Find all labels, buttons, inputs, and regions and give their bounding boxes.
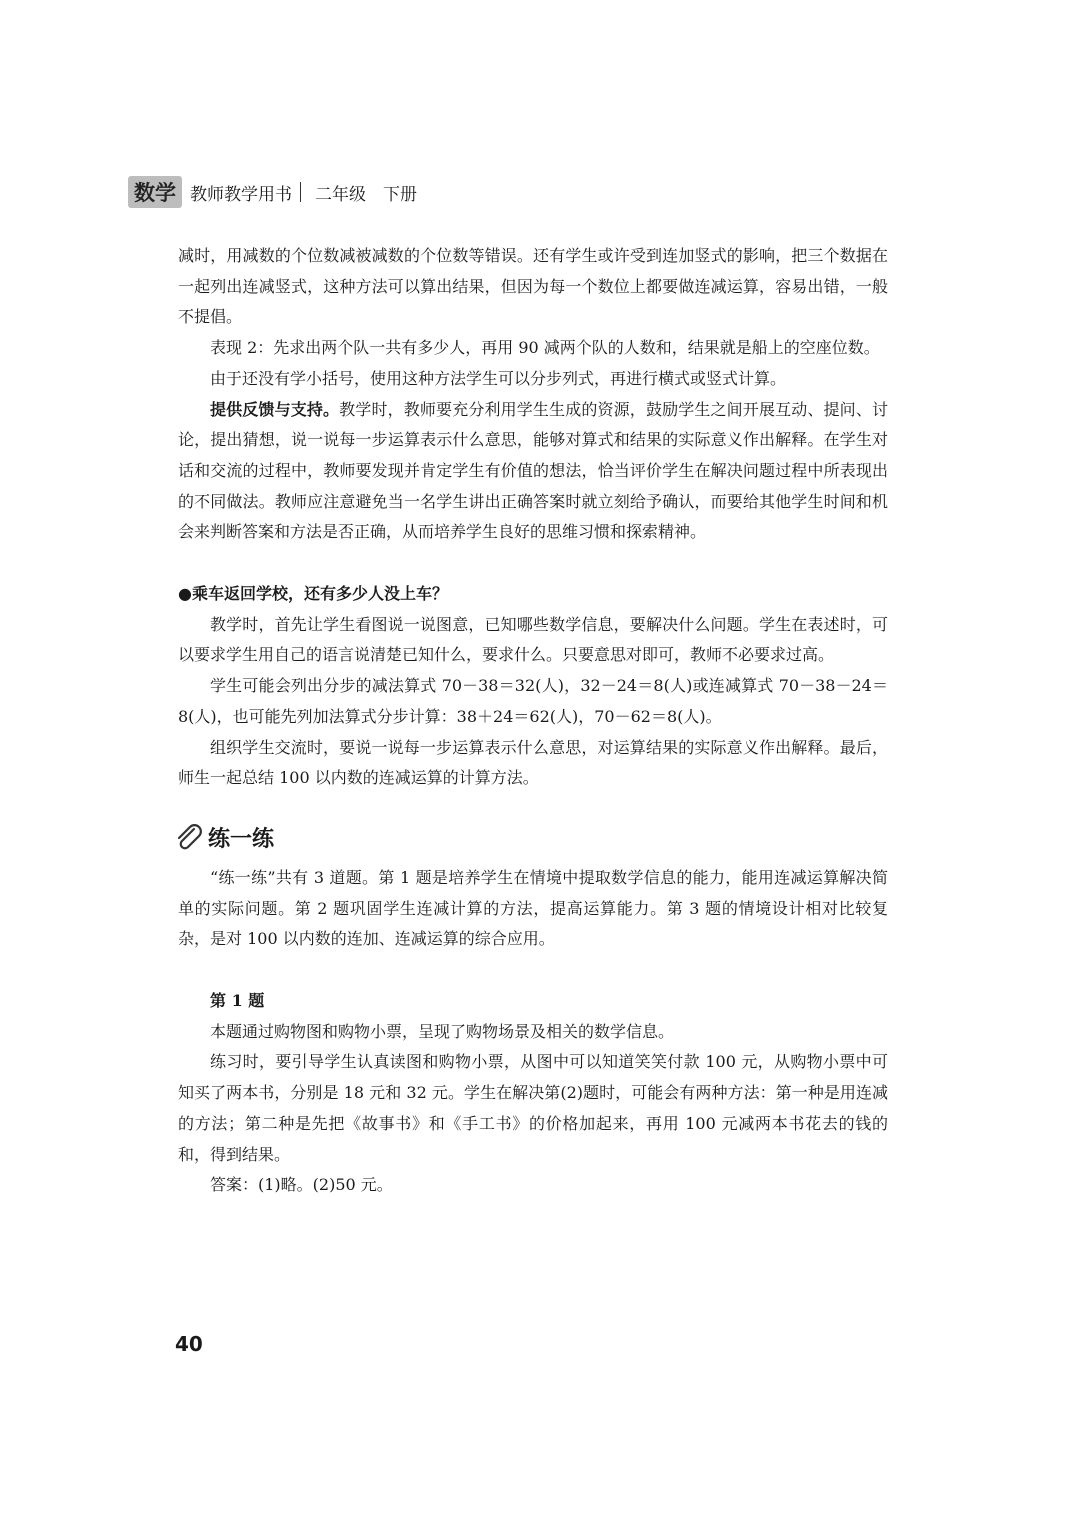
practice-title: 练一练 (208, 827, 275, 853)
subject-badge: 数学 (128, 176, 182, 208)
practice-heading (174, 813, 888, 863)
exercise-1-desc: 本题通过购物图和购物小票，呈现了购物场景及相关的数学信息。 (210, 1021, 675, 1041)
paragraph-teaching: 教学时，首先让学生看图说一说图意，已知哪些数学信息，要解决什么问题。学生在表述时，可以要求学生用自己的语言说清楚已知什么，要求什么。只要意思对即可，教师不必要求过高。 (178, 614, 888, 665)
question-heading: ●乘车返回学校，还有多少人没上车？ (178, 584, 448, 604)
exercise-1-title: 第 1 题 (210, 991, 265, 1011)
page-body (178, 241, 888, 1201)
paragraph-summary: 组织学生交流时，要说一说每一步运算表示什么意思，对运算结果的实际意义作出解释。最后，师生一起总结 100 以内数的连减运算的计算方法。 (178, 737, 888, 788)
paragraph-note: 由于还没有学小括号，使用这种方法学生可以分步列式，再进行横式或竖式计算。 (210, 368, 787, 388)
grade-label: 二年级 下册 (315, 184, 417, 205)
practice-intro: “练一练”共有 3 道题。第 1 题是培养学生在情境中提取数学信息的能力，能用连减运算解决简单的实际问题。第 2 题巩固学生连减计算的方法，提高运算能力。第 3 题的情境设计相对比较复杂，是对 100 以内数的连加、连减运算的综合应用。 (178, 867, 888, 949)
feedback-lead: 提供反馈与支持。 (210, 399, 340, 419)
paragraph-method-2: 表现 2：先求出两个队一共有多少人，再用 90 减两个队的人数和，结果就是船上的空座位数。 (210, 338, 880, 358)
paperclip-icon (174, 823, 204, 853)
paragraph-continuation: 减时，用减数的个位数减被减数的个位数等错误。还有学生或许受到连加竖式的影响，把三个数据在一起列出连减竖式，这种方法可以算出结果，但因为每一个数位上都要做连减运算，容易出错，一般不提倡。 (178, 246, 888, 327)
page-number: 40 (175, 1332, 203, 1356)
exercise-1-guide: 练习时，要引导学生认真读图和购物小票，从图中可以知道笑笑付款 100 元，从购物小票中可知买了两本书，分别是 18 元和 32 元。学生在解决第(2)题时，可能会有两种方法：第一种是用连减的方法；第二种是先把《故事书》和《手工书》的价格加起来，再用 100 元减两本书花去的钱的和，得到结果。 (178, 1052, 888, 1164)
exercise-1-answer: 答案：(1)略。(2)50 元。 (210, 1175, 393, 1195)
running-header (128, 177, 417, 207)
header-divider (300, 182, 301, 202)
feedback-text: 教学时，教师要充分利用学生生成的资源，鼓励学生之间开展互动、提问、讨论，提出猜想，说一说每一步运算表示什么意思，能够对算式和结果的实际意义作出解释。在学生对话和交流的过程中，教师要发现并肯定学生有价值的想法，恰当评价学生在解决问题过程中所表现出的不同做法。教师应注意避免当一名学生讲出正确答案时就立刻给予确认，而要给其他学生时间和机会来判断答案和方法是否正确，从而培养学生良好的思维习惯和探索精神。 (178, 399, 888, 542)
paragraph-equations: 学生可能会列出分步的减法算式 70－38＝32(人)，32－24＝8(人)或连减算式 70－38－24＝8(人)，也可能先列加法算式分步计算：38＋24＝62(人)，70－62＝8(人)。 (178, 676, 888, 726)
book-title: 教师教学用书 (190, 184, 292, 205)
paragraph-feedback (178, 395, 888, 549)
